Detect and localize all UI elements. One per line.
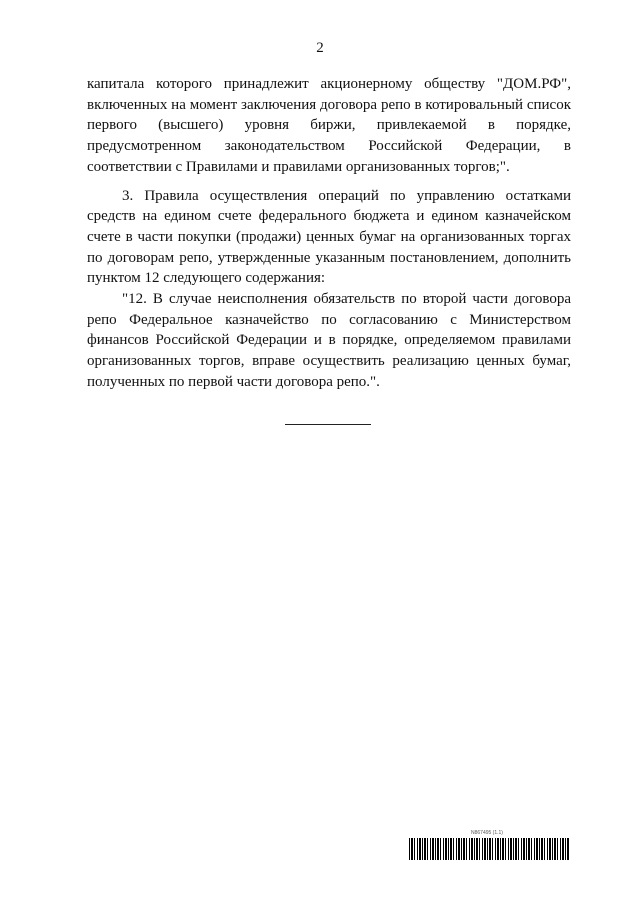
end-separator-line [285,424,371,425]
barcode-block [409,830,569,861]
paragraph-item-12-quote: "12. В случае неисполнения обязательств по второй части договора репо Федеральное казначейство по согласованию с Министерством финансов Российской Федерации и в порядке, определяемом правилами организованных торгов, вправе осуществить реализацию ценных бумаг, полученных по первой части договора репо.". [87,291,571,390]
page-number: 2 [316,40,324,56]
barcode-number: N867495 (1.1) [471,830,503,836]
paragraph-item-3: 3. Правила осуществления операций по управлению остатками средств на едином счете федерального бюджета и едином казначейском счете в части покупки (продажи) ценных бумаг на организованных торгах по договорам репо, утвержденные указанным постановлением, дополнить пунктом 12 следующего содержания: [87,187,571,287]
paragraph-continuation: капитала которого принадлежит акционерному обществу "ДОМ.РФ", включенных на момент заключения договора репо в котировальный список первого (высшего) уровня биржи, привлекаемой в порядке, предусмотренном законодательством Российской Федерации, в соответствии с Правилами и правилами организованных торгов;". [87,76,571,175]
barcode-icon [409,838,569,860]
document-body [87,74,571,393]
